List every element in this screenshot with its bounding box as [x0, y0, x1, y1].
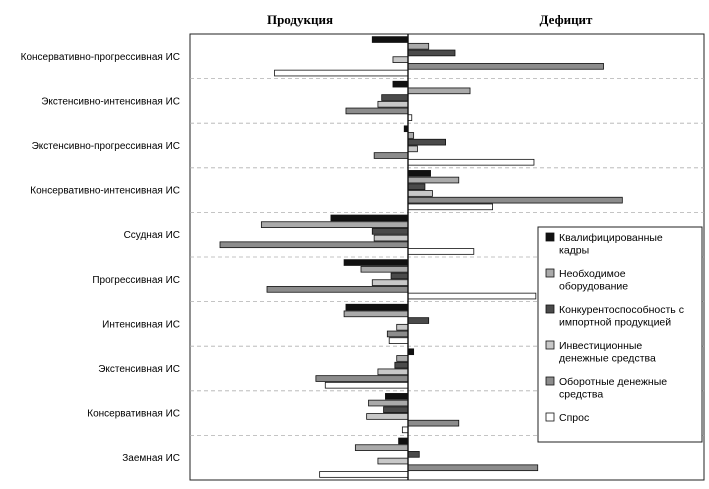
bar	[389, 338, 408, 344]
bar	[408, 318, 429, 324]
bar	[399, 438, 408, 444]
bar	[397, 356, 408, 362]
bar	[408, 465, 538, 471]
bar	[320, 472, 408, 478]
bar	[393, 57, 408, 63]
legend-swatch	[546, 341, 554, 349]
bar	[408, 159, 534, 165]
bar	[408, 197, 622, 203]
category-label: Консервативно-интенсивная ИС	[30, 185, 180, 197]
bar	[346, 304, 408, 310]
bar	[369, 400, 408, 406]
bar	[372, 280, 408, 286]
bar	[402, 427, 408, 433]
legend-swatch	[546, 377, 554, 385]
bar	[408, 139, 446, 145]
bar	[261, 222, 408, 228]
legend-label: Конкурентоспособность с импортной продукцией	[559, 304, 684, 329]
bar	[408, 293, 536, 299]
bar	[408, 451, 419, 457]
bar	[374, 235, 408, 241]
bar	[408, 420, 459, 426]
bar	[408, 177, 459, 183]
bar	[408, 249, 474, 255]
legend-swatch	[546, 305, 554, 313]
legend-label: Квалифицированные кадры	[559, 232, 663, 257]
bar	[331, 215, 408, 221]
bar	[378, 458, 408, 464]
legend-swatch	[546, 269, 554, 277]
bar	[385, 393, 408, 399]
bar	[408, 184, 425, 190]
category-label: Экстенсивная ИС	[98, 364, 180, 375]
category-label: Консервативно-прогрессивная ИС	[20, 51, 180, 63]
legend-box	[538, 227, 702, 442]
category-label: Интенсивная ИС	[102, 319, 180, 331]
bar	[408, 191, 432, 197]
category-label: Экстенсивно-интенсивная ИС	[41, 96, 180, 108]
bar	[382, 95, 408, 101]
bar	[408, 43, 429, 49]
bar	[408, 170, 431, 176]
bar	[344, 260, 408, 266]
category-label: Прогрессивная ИС	[92, 274, 180, 286]
left-header: Продукция	[266, 12, 334, 27]
bar	[393, 81, 408, 87]
bar	[408, 50, 455, 56]
bar	[387, 331, 408, 337]
bar	[384, 407, 408, 413]
bar	[408, 63, 604, 69]
bar	[325, 382, 408, 388]
bar	[378, 101, 408, 107]
bar	[408, 88, 470, 94]
bar	[355, 445, 408, 451]
category-label: Экстенсивно-прогрессивная ИС	[31, 141, 180, 152]
legend-swatch	[546, 233, 554, 241]
legend-label: Инвестиционные денежные средства	[559, 340, 656, 365]
bar	[361, 266, 408, 272]
bar	[408, 204, 493, 210]
right-header: Дефицит	[539, 12, 593, 27]
bar	[367, 414, 408, 420]
bar	[316, 376, 408, 382]
category-labels	[21, 52, 180, 464]
category-label: Консервативная ИС	[87, 408, 180, 420]
bar	[397, 324, 408, 330]
legend-label: Необходимое оборудование	[559, 268, 629, 293]
bar	[220, 242, 408, 248]
legend-swatch	[546, 413, 554, 421]
bar	[346, 108, 408, 114]
bar	[378, 369, 408, 375]
bar	[372, 228, 408, 234]
bar	[374, 153, 408, 159]
bar	[344, 311, 408, 317]
legend-label: Спрос	[559, 412, 590, 424]
bar	[395, 362, 408, 368]
bar	[391, 273, 408, 279]
bar	[267, 286, 408, 292]
legend-label: Оборотные денежные средства	[559, 376, 668, 401]
bar	[408, 146, 417, 152]
bar	[275, 70, 408, 76]
legend	[538, 227, 702, 442]
bar	[372, 37, 408, 43]
category-label: Ссудная ИС	[123, 230, 180, 242]
category-label: Заемная ИС	[122, 453, 180, 465]
bar	[408, 133, 414, 139]
bar	[408, 349, 414, 355]
